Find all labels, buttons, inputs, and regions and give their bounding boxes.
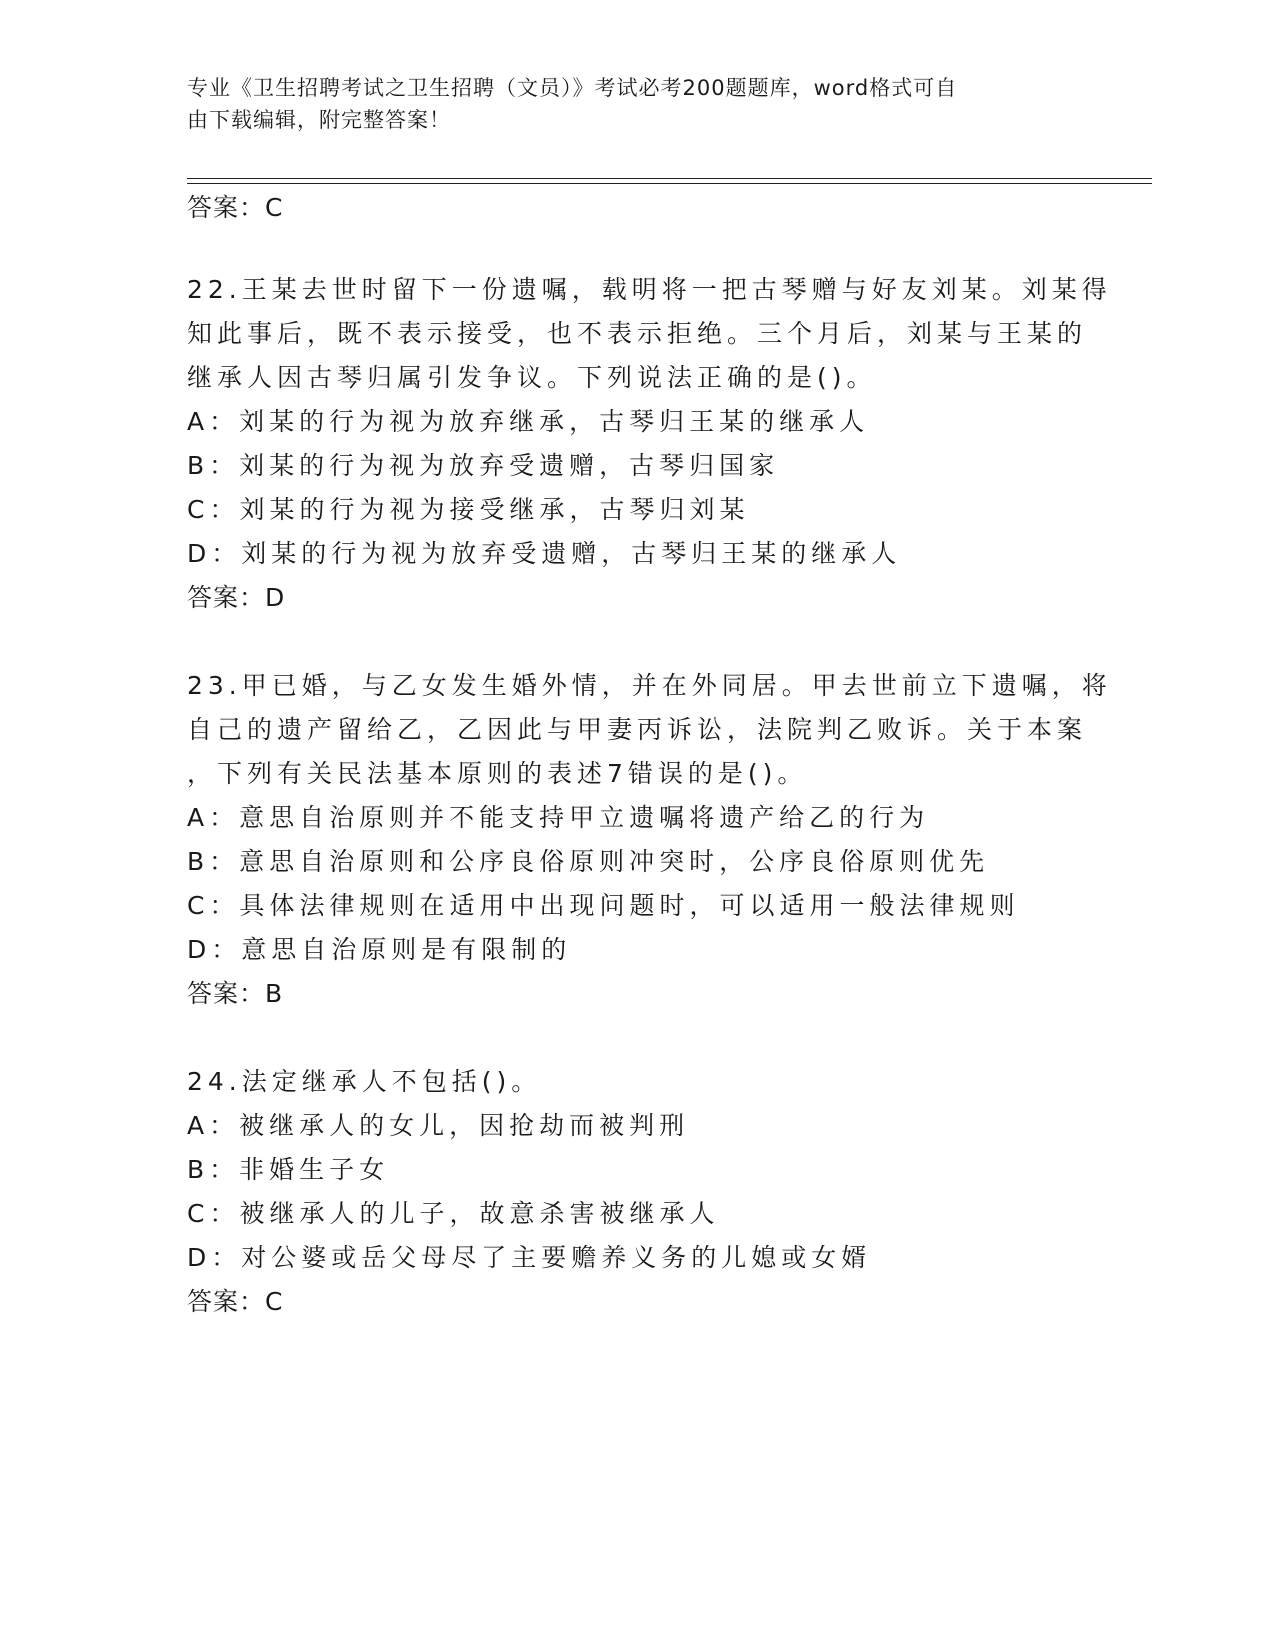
question-24-option-a: A：被继承人的女儿，因抢劫而被判刑: [187, 1111, 690, 1140]
question-23-line-1: 23.甲已婚，与乙女发生婚外情，并在外同居。甲去世前立下遗嘱，将: [187, 671, 1112, 700]
question-23-line-3: ，下列有关民法基本原则的表述7错误的是()。: [187, 759, 808, 788]
question-23-option-a: A：意思自治原则并不能支持甲立遗嘱将遗产给乙的行为: [187, 803, 930, 832]
question-22-answer: 答案：D: [187, 583, 286, 612]
question-22-option-a: A：刘某的行为视为放弃继承，古琴归王某的继承人: [187, 407, 870, 436]
question-24-line-1: 24.法定继承人不包括()。: [187, 1067, 542, 1096]
question-23-option-c: C：具体法律规则在适用中出现问题时，可以适用一般法律规则: [187, 891, 1020, 920]
header-line-1: 专业《卫生招聘考试之卫生招聘（文员）》考试必考200题题库，word格式可自: [187, 76, 958, 100]
question-24-option-b: B：非婚生子女: [187, 1155, 390, 1184]
header-divider-top: [187, 178, 1152, 179]
question-22-line-2: 知此事后，既不表示接受，也不表示拒绝。三个月后，刘某与王某的: [187, 319, 1088, 348]
header-line-2: 由下载编辑，附完整答案！: [187, 108, 451, 132]
question-23-option-b: B：意思自治原则和公序良俗原则冲突时，公序良俗原则优先: [187, 847, 990, 876]
question-24-answer: 答案：C: [187, 1287, 284, 1316]
question-22-line-3: 继承人因古琴归属引发争议。下列说法正确的是()。: [187, 363, 877, 392]
question-22-line-1: 22.王某去世时留下一份遗嘱，载明将一把古琴赠与好友刘某。刘某得: [187, 275, 1112, 304]
question-22-option-c: C：刘某的行为视为接受继承，古琴归刘某: [187, 495, 750, 524]
answer-prev: 答案：C: [187, 193, 284, 222]
question-24-option-d: D：对公婆或岳父母尽了主要赡养义务的儿媳或女婿: [187, 1243, 872, 1272]
page-header: [187, 72, 1067, 136]
question-23-line-2: 自己的遗产留给乙，乙因此与甲妻丙诉讼，法院判乙败诉。关于本案: [187, 715, 1088, 744]
header-divider-bottom: [187, 183, 1152, 184]
question-22-option-b: B：刘某的行为视为放弃受遗赠，古琴归国家: [187, 451, 780, 480]
question-23-option-d: D：意思自治原则是有限制的: [187, 935, 572, 964]
question-22-option-d: D：刘某的行为视为放弃受遗赠，古琴归王某的继承人: [187, 539, 902, 568]
question-23-answer: 答案：B: [187, 979, 284, 1008]
question-24-option-c: C：被继承人的儿子，故意杀害被继承人: [187, 1199, 720, 1228]
